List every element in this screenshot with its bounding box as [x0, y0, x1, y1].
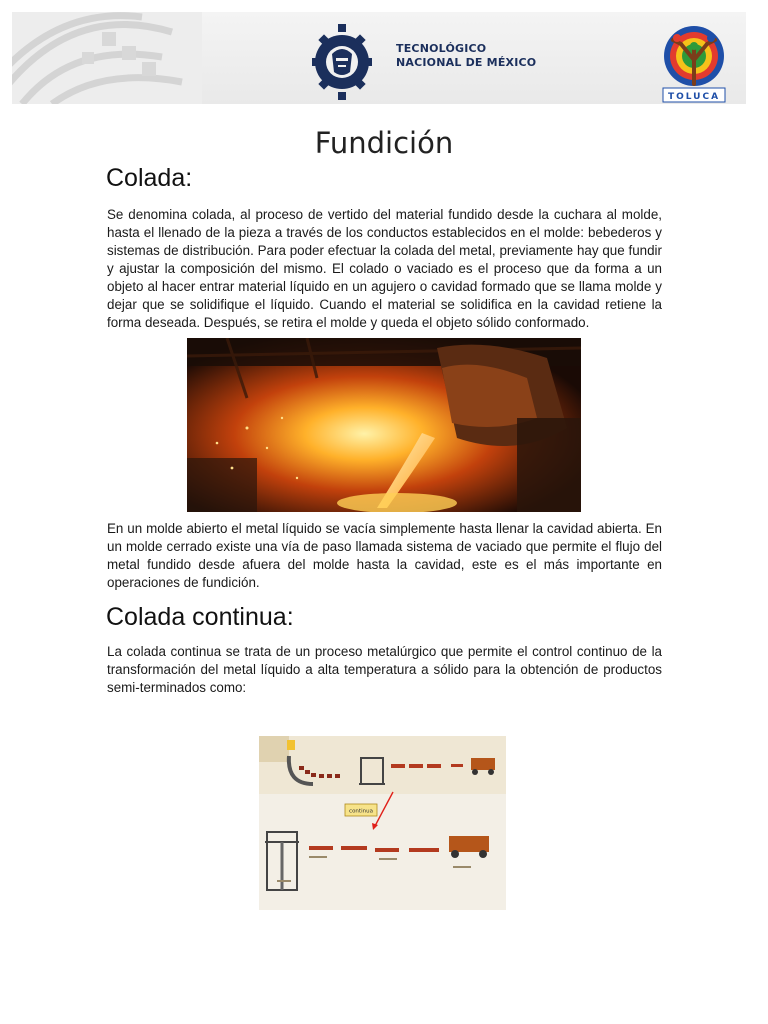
header-banner — [12, 12, 746, 104]
molten-metal-photo — [187, 338, 581, 512]
document-title: Fundición — [314, 126, 454, 160]
tnm-logo-icon — [312, 22, 372, 102]
section-heading-colada-continua: Colada continua: — [106, 603, 294, 631]
aztec-calendar-icon — [12, 12, 202, 104]
paragraph-colada-definition: Se denomina colada, al proceso de vertido del material fundido desde la cuchara al molde, hasta el llenado de la pieza a través de los conductos establecidos en el molde: bebederos y sistemas de distribución. Para poder efectuar la colada del metal, previamente hay que fundir y ajustar la composición del mismo. El colado o vaciado es el proceso que da forma a un objeto al hacer entrar material líquido en un agujero o cavidad formado que se llama molde y dejar que se solidifique el líquido. Cuando el material se solidifica en la cavidad retiene la forma deseada. Después, se retira el molde y queda el objeto sólido conformado. — [107, 207, 662, 330]
continuous-casting-diagram — [259, 736, 506, 910]
toluca-logo-icon — [655, 20, 733, 104]
institution-line1: TECNOLÓGICO — [396, 42, 487, 55]
institution-line2: NACIONAL DE MÉXICO — [396, 56, 537, 69]
campus-badge: TOLUCA — [667, 92, 721, 102]
institution-name — [396, 42, 536, 70]
diagram-callout-label: continua — [349, 808, 373, 815]
section-heading-colada: Colada: — [106, 164, 193, 192]
paragraph-colada-continua: La colada continua se trata de un proceso metalúrgico que permite el control continuo de la transformación del metal líquido a alta temperatura a sólido para la obtención de productos semi-terminados como: — [107, 644, 662, 695]
paragraph-open-closed-mold: En un molde abierto el metal líquido se vacía simplemente hasta llenar la cavidad abierta. En un molde cerrado existe una vía de paso llamada sistema de vaciado que permite el flujo del metal fundido desde afuera del molde hasta la cavidad, este es el más importante en operaciones de fundición. — [107, 521, 662, 590]
